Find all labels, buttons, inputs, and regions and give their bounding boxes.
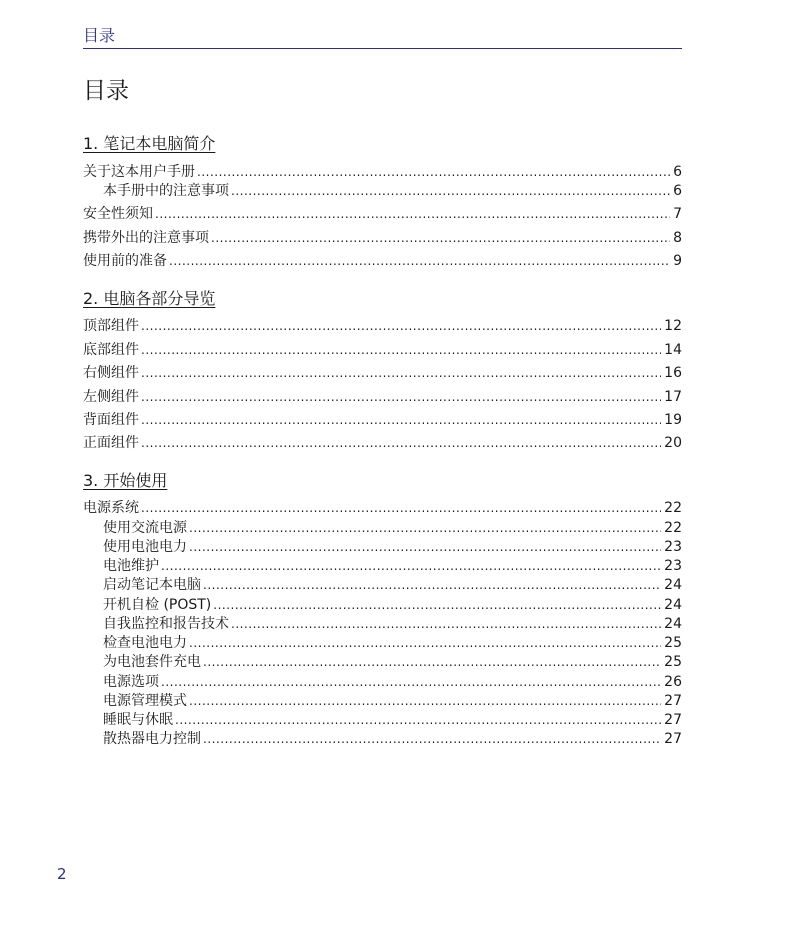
section-heading-1: 1. 笔记本电脑简介 [83,134,216,153]
dot-leader [189,634,661,652]
toc-entry[interactable] [83,252,682,270]
toc-entry-page: 25 [664,635,682,651]
toc-entry-label: 启动笔记本电脑 [103,577,201,593]
toc-entry-label: 底部组件 [83,342,139,358]
toc-entry-page: 6 [673,164,682,180]
toc-entry-label: 电源管理模式 [103,693,187,709]
toc-entry[interactable] [83,634,682,652]
toc-entry-page: 27 [664,712,682,728]
toc-entry[interactable] [83,673,682,691]
toc-entry-label: 散热器电力控制 [103,731,201,747]
toc-entry[interactable] [83,653,682,671]
toc-entry-label: 背面组件 [83,412,139,428]
dot-leader [189,519,661,537]
dot-leader [197,163,670,181]
toc-entry-page: 24 [664,577,682,593]
toc-entry-label: 左侧组件 [83,389,139,405]
toc-entry-page: 8 [673,230,682,246]
dot-leader [155,205,670,223]
page-number: 2 [57,865,67,883]
dot-leader [231,182,670,200]
toc-entry-label: 使用交流电源 [103,520,187,536]
toc-entry[interactable] [83,317,682,335]
toc-entry[interactable] [83,519,682,537]
toc-entry-page: 26 [664,674,682,690]
toc-entry-page: 20 [664,435,682,451]
toc-entry[interactable] [83,388,682,406]
dot-leader [141,364,661,382]
dot-leader [203,730,661,748]
toc-entry[interactable] [83,499,682,517]
toc-entry[interactable] [83,182,682,200]
toc-entry[interactable] [83,341,682,359]
dot-leader [141,499,661,517]
toc-entry-page: 27 [664,693,682,709]
toc-entry[interactable] [83,434,682,452]
dot-leader [141,388,661,406]
toc-entry[interactable] [83,596,682,614]
toc-entry[interactable] [83,730,682,748]
dot-leader [141,317,661,335]
toc-entry-page: 23 [664,539,682,555]
toc-entry-page: 16 [664,365,682,381]
toc-entry-label: 电源选项 [103,674,159,690]
toc-entry-page: 19 [664,412,682,428]
toc-entry-page: 9 [673,253,682,269]
dot-leader [189,692,661,710]
toc-entry-label: 顶部组件 [83,318,139,334]
toc-entry-page: 17 [664,389,682,405]
toc-entry-page: 14 [664,342,682,358]
toc-entry[interactable] [83,411,682,429]
toc-entry[interactable] [83,692,682,710]
toc-entry-label: 本手册中的注意事项 [103,183,229,199]
toc-entry[interactable] [83,615,682,633]
toc-entry-label: 开机自检 (POST) [103,597,212,613]
toc-entry-label: 自我监控和报告技术 [103,616,229,632]
page-title: 目录 [83,78,129,104]
toc-entry-label: 携带外出的注意事项 [83,230,209,246]
section-heading-2: 2. 电脑各部分导览 [83,289,216,308]
dot-leader [231,615,661,633]
toc-entry-page: 23 [664,558,682,574]
toc-entry[interactable] [83,229,682,247]
dot-leader [141,411,661,429]
dot-leader [141,341,661,359]
toc-entry-page: 27 [664,731,682,747]
toc-entry-page: 25 [664,654,682,670]
toc-entry-label: 睡眠与休眠 [103,712,173,728]
toc-entry-label: 为电池套件充电 [103,654,201,670]
toc-entry-page: 24 [664,597,682,613]
toc-entry-page: 12 [664,318,682,334]
dot-leader [161,673,661,691]
dot-leader [175,711,661,729]
toc-entry-label: 安全性须知 [83,206,153,222]
toc-entry[interactable] [83,576,682,594]
toc-entry-label: 电池维护 [103,558,159,574]
toc-entry-label: 使用电池电力 [103,539,187,555]
toc-entry-page: 6 [673,183,682,199]
running-header [83,26,682,49]
dot-leader [203,576,661,594]
dot-leader [213,596,661,614]
dot-leader [161,557,661,575]
toc-entry[interactable] [83,163,682,181]
toc-entry-page: 22 [664,520,682,536]
dot-leader [211,229,670,247]
toc-entry[interactable] [83,557,682,575]
dot-leader [203,653,661,671]
toc-entry[interactable] [83,538,682,556]
toc-entry-page: 24 [664,616,682,632]
toc-entry[interactable] [83,364,682,382]
toc-entry-label: 关于这本用户手册 [83,164,195,180]
toc-entry[interactable] [83,711,682,729]
toc-entry-label: 使用前的准备 [83,253,167,269]
toc-entry-page: 7 [673,206,682,222]
toc-entry-page: 22 [664,500,682,516]
toc-entry[interactable] [83,205,682,223]
toc-entry-label: 右侧组件 [83,365,139,381]
section-heading-3: 3. 开始使用 [83,471,168,490]
toc-entry-label: 正面组件 [83,435,139,451]
toc-entry-label: 检查电池电力 [103,635,187,651]
dot-leader [169,252,670,270]
dot-leader [189,538,661,556]
toc-entry-label: 电源系统 [83,500,139,516]
running-header-title: 目录 [83,26,116,45]
dot-leader [141,434,661,452]
